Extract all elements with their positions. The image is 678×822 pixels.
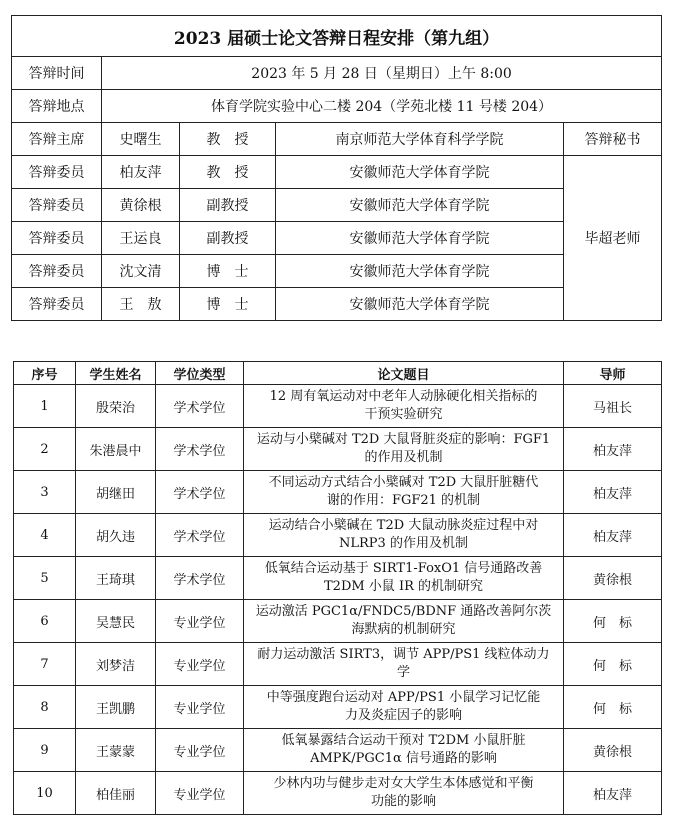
degree-type: 学术学位	[156, 471, 244, 514]
student-name: 胡久违	[76, 514, 156, 557]
degree-type: 学术学位	[156, 514, 244, 557]
row-no: 2	[14, 428, 76, 471]
time-label: 答辩时间	[12, 57, 102, 90]
table-row	[14, 643, 662, 686]
row-no: 10	[14, 772, 76, 815]
member-name: 黄徐根	[102, 189, 180, 222]
thesis-line-2: 谢的作用：FGF21 的机制	[326, 493, 481, 508]
place-label: 答辩地点	[12, 90, 102, 123]
table-row	[14, 600, 662, 643]
thesis-title	[244, 600, 564, 643]
member-name: 柏友萍	[102, 156, 180, 189]
row-no: 4	[14, 514, 76, 557]
thesis-title	[244, 643, 564, 686]
thesis-title	[244, 428, 564, 471]
thesis-line-1: 12 周有氧运动对中老年人动脉硬化相关指标的	[269, 389, 538, 404]
thesis-title	[244, 557, 564, 600]
degree-type: 专业学位	[156, 772, 244, 815]
member-rank: 博 士	[180, 255, 276, 288]
header-no: 序号	[14, 362, 76, 385]
table-row	[14, 686, 662, 729]
row-no: 9	[14, 729, 76, 772]
advisor-name: 柏友萍	[564, 772, 662, 815]
secretary-label: 答辩秘书	[564, 123, 662, 156]
table-row	[14, 772, 662, 815]
degree-type: 学术学位	[156, 385, 244, 428]
row-no: 7	[14, 643, 76, 686]
member-org: 安徽师范大学体育学院	[276, 189, 564, 222]
table-row	[14, 557, 662, 600]
member-org: 安徽师范大学体育学院	[276, 222, 564, 255]
committee-table	[11, 15, 662, 321]
advisor-name: 何 标	[564, 600, 662, 643]
thesis-line-1: 运动结合小檗碱在 T2D 大鼠动脉炎症过程中对	[268, 518, 539, 533]
degree-type: 专业学位	[156, 600, 244, 643]
page-title: 2023 届硕士论文答辩日程安排（第九组）	[12, 16, 662, 57]
thesis-line-2: T2DM 小鼠 IR 的机制研究	[324, 579, 483, 594]
student-name: 王蒙蒙	[76, 729, 156, 772]
thesis-line-1: 少林内功与健步走对女大学生本体感觉和平衡	[273, 776, 534, 791]
thesis-line-2: NLRP3 的作用及机制	[339, 536, 468, 551]
time-value: 2023 年 5 月 28 日（星期日）上午 8:00	[102, 57, 662, 90]
member-role: 答辩委员	[12, 288, 102, 321]
header-degree: 学位类型	[156, 362, 244, 385]
secretary-name: 毕超老师	[564, 156, 662, 321]
member-rank: 博 士	[180, 288, 276, 321]
member-rank: 副教授	[180, 189, 276, 222]
thesis-title	[244, 471, 564, 514]
member-name: 王运良	[102, 222, 180, 255]
thesis-title	[244, 772, 564, 815]
chair-name: 史曙生	[102, 123, 180, 156]
row-no: 1	[14, 385, 76, 428]
thesis-title	[244, 514, 564, 557]
thesis-line-1: 低氧结合运动基于 SIRT1-FoxO1 信号通路改善	[264, 561, 543, 576]
table-row	[14, 471, 662, 514]
thesis-line-2: 的作用及机制	[364, 450, 443, 465]
thesis-line-2: 海默病的机制研究	[351, 622, 456, 637]
advisor-name: 黄徐根	[564, 729, 662, 772]
student-name: 胡继田	[76, 471, 156, 514]
thesis-line-1: 运动与小檗碱对 T2D 大鼠肾脏炎症的影响：FGF1	[256, 432, 551, 447]
member-name: 王 敖	[102, 288, 180, 321]
header-row	[14, 362, 662, 385]
row-no: 5	[14, 557, 76, 600]
header-student: 学生姓名	[76, 362, 156, 385]
table-row	[14, 428, 662, 471]
member-role: 答辩委员	[12, 255, 102, 288]
thesis-line-1: 中等强度跑台运动对 APP/PS1 小鼠学习记忆能	[266, 690, 541, 705]
member-rank: 教 授	[180, 156, 276, 189]
degree-type: 专业学位	[156, 643, 244, 686]
member-role: 答辩委员	[12, 222, 102, 255]
student-name: 朱港晨中	[76, 428, 156, 471]
degree-type: 学术学位	[156, 428, 244, 471]
thesis-title	[244, 729, 564, 772]
degree-type: 专业学位	[156, 686, 244, 729]
thesis-line-2: 学	[396, 665, 410, 680]
member-name: 沈文清	[102, 255, 180, 288]
student-name: 刘梦洁	[76, 643, 156, 686]
thesis-line-1: 耐力运动激活 SIRT3，调节 APP/PS1 线粒体动力	[257, 647, 550, 662]
student-name: 王琦琪	[76, 557, 156, 600]
thesis-line-1: 低氧暴露结合运动干预对 T2DM 小鼠肝脏	[281, 733, 526, 748]
student-name: 殷荣治	[76, 385, 156, 428]
advisor-name: 何 标	[564, 686, 662, 729]
thesis-line-2: AMPK/PGC1α 信号通路的影响	[310, 751, 497, 766]
student-name: 吴慧民	[76, 600, 156, 643]
member-org: 安徽师范大学体育学院	[276, 156, 564, 189]
table-row	[14, 514, 662, 557]
degree-type: 专业学位	[156, 729, 244, 772]
advisor-name: 黄徐根	[564, 557, 662, 600]
advisor-name: 柏友萍	[564, 514, 662, 557]
advisor-name: 柏友萍	[564, 428, 662, 471]
thesis-line-2: 力及炎症因子的影响	[344, 708, 462, 723]
member-org: 安徽师范大学体育学院	[276, 255, 564, 288]
table-row	[14, 729, 662, 772]
row-no: 3	[14, 471, 76, 514]
place-value: 体育学院实验中心二楼 204（学苑北楼 11 号楼 204）	[102, 90, 662, 123]
thesis-line-1: 运动激活 PGC1α/FNDC5/BDNF 通路改善阿尔茨	[255, 604, 552, 619]
chair-role: 答辩主席	[12, 123, 102, 156]
member-org: 安徽师范大学体育学院	[276, 288, 564, 321]
degree-type: 学术学位	[156, 557, 244, 600]
thesis-line-2: 干预实验研究	[364, 407, 443, 422]
thesis-title	[244, 686, 564, 729]
row-no: 6	[14, 600, 76, 643]
advisor-name: 马祖长	[564, 385, 662, 428]
table-row	[14, 385, 662, 428]
thesis-title	[244, 385, 564, 428]
advisor-name: 何 标	[564, 643, 662, 686]
member-role: 答辩委员	[12, 156, 102, 189]
chair-org: 南京师范大学体育科学学院	[276, 123, 564, 156]
member-row	[12, 156, 662, 189]
header-advisor: 导师	[564, 362, 662, 385]
schedule-table	[13, 361, 662, 815]
member-rank: 副教授	[180, 222, 276, 255]
student-name: 柏佳丽	[76, 772, 156, 815]
member-role: 答辩委员	[12, 189, 102, 222]
advisor-name: 柏友萍	[564, 471, 662, 514]
header-thesis: 论文题目	[244, 362, 564, 385]
row-no: 8	[14, 686, 76, 729]
chair-row	[12, 123, 662, 156]
thesis-line-2: 功能的影响	[370, 794, 436, 809]
thesis-line-1: 不同运动方式结合小檗碱对 T2D 大鼠肝脏糖代	[268, 475, 539, 490]
student-name: 王凯鹏	[76, 686, 156, 729]
chair-rank: 教 授	[180, 123, 276, 156]
